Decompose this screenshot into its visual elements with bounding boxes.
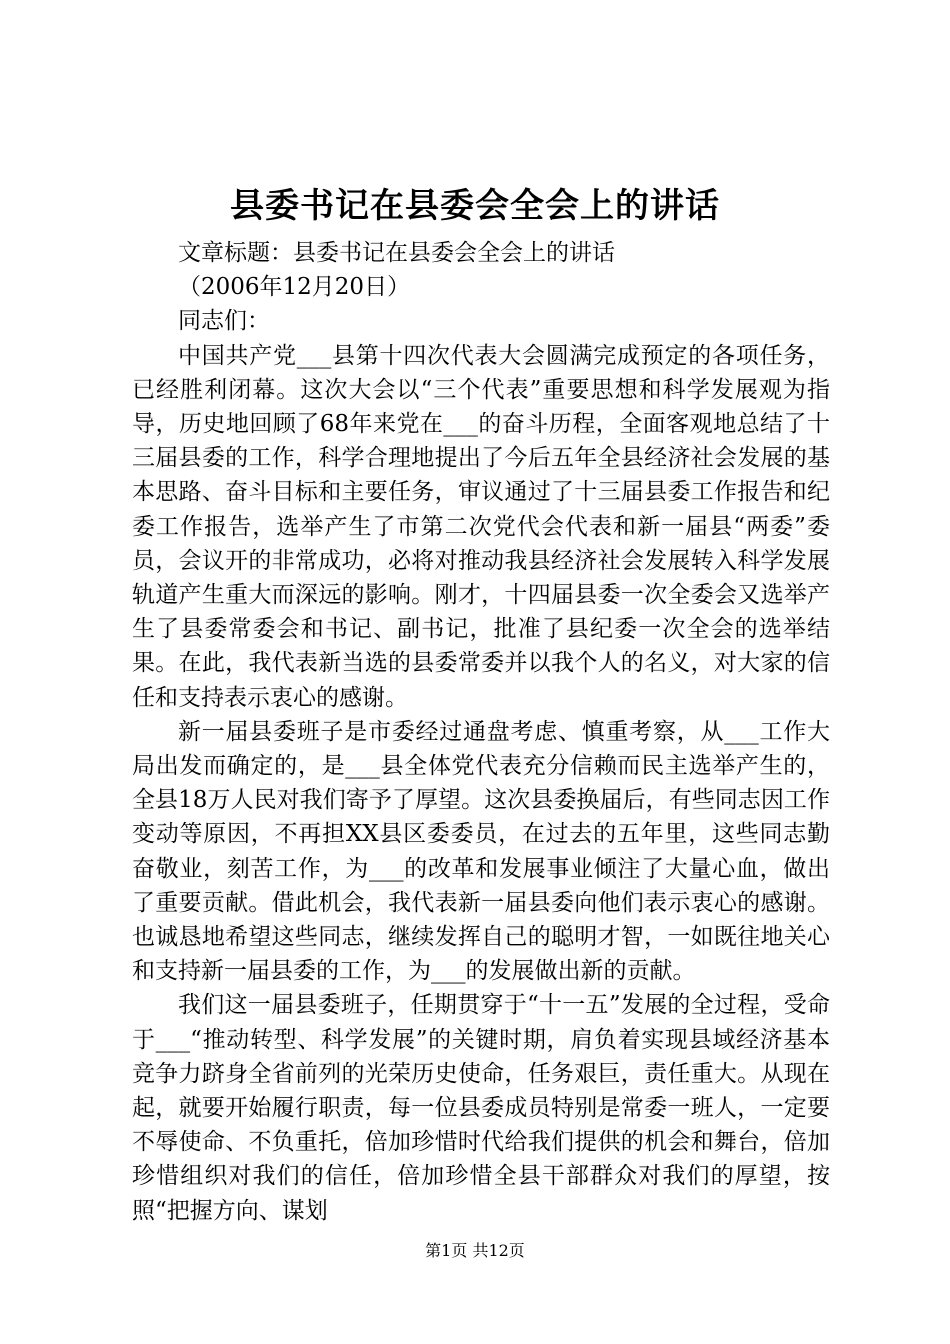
salutation: 同志们： [178, 308, 270, 335]
document-body [132, 236, 830, 1228]
paragraph: 新一届县委班子是市委经过通盘考虑、慎重考察，从___工作大局出发而确定的，是___县全体党代表充分信赖而民主选举产生的，全县18万人民对我们寄予了厚望。这次县委换届后，有些同志因工作变动等原因，不再担XX县区委委员，在过去的五年里，这些同志勤奋敬业，刻苦工作，为___的改革和发展事业倾注了大量心血，做出了重要贡献。借此机会，我代表新一届县委向他们表示衷心的感谢。也诚恳地希望这些同志，继续发挥自己的聪明才智，一如既往地关心和支持新一届县委的工作，为___的发展做出新的贡献。 [132, 718, 830, 985]
date-line: （2006年12月20日） [178, 274, 411, 301]
paragraph: 我们这一届县委班子，任期贯穿于“十一五”发展的全过程，受命于___“推动转型、科学发展”的关键时期，肩负着实现县域经济基本竞争力跻身全省前列的光荣历史使命，任务艰巨，责任重大。从现在起，就要开始履行职责，每一位县委成员特别是常委一班人，一定要不辱使命、不负重托，倍加珍惜时代给我们提供的机会和舞台，倍加珍惜组织对我们的信任，倍加珍惜全县干部群众对我们的厚望，按照“把握方向、谋划 [132, 992, 830, 1224]
document-title: 县委书记在县委会全会上的讲话 [230, 186, 720, 226]
article-title-line: 文章标题：县委书记在县委会全会上的讲话 [178, 240, 615, 266]
page-footer: 第1页 共12页 [425, 1241, 525, 1260]
paragraph: 中国共产党___县第十四次代表大会圆满完成预定的各项任务，已经胜利闭幕。这次大会以“三个代表”重要思想和科学发展观为指导，历史地回顾了68年来党在___的奋斗历程，全面客观地总结了十三届县委的工作，科学合理地提出了今后五年全县经济社会发展的基本思路、奋斗目标和主要任务，审议通过了十三届县委工作报告和纪委工作报告，选举产生了市第二次党代会代表和新一届县“两委”委员，会议开的非常成功，必将对推动我县经济社会发展转入科学发展轨道产生重大而深远的影响。刚才，十四届县委一次全委会又选举产生了县委常委会和书记、副书记，批准了县纪委一次全会的选举结果。在此，我代表新当选的县委常委并以我个人的名义，对大家的信任和支持表示衷心的感谢。 [132, 342, 830, 711]
